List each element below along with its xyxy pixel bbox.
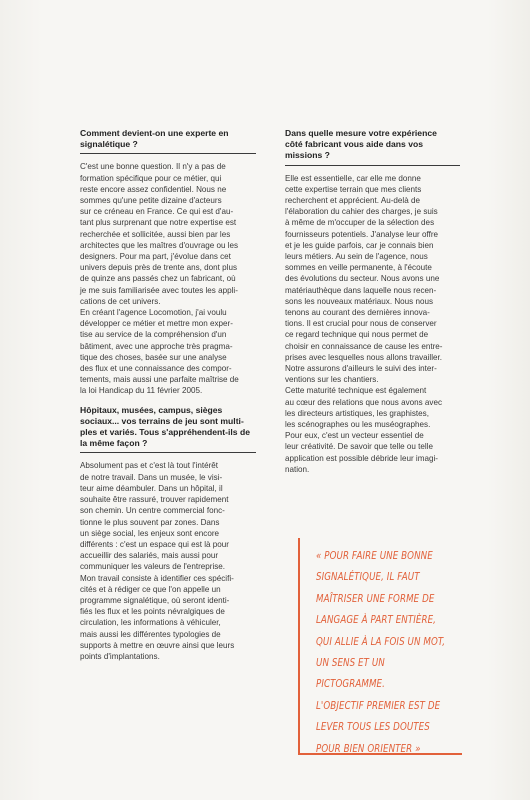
divider-rule — [80, 153, 256, 154]
answer-paragraph: Absolument pas et c'est là tout l'intérêt de notre travail. Dans un musée, le visi- teur aime déambuler. Dans un hôpital, il souhaite être rassuré, trouver rapidement son chemin. Un centre commercial fonc- tionne le plus souvent par zones. Dans un siège social, les enjeux sont encore différents : c'est un espace qui est là pour accueillir des salariés, mais aussi pour communiquer les valeurs de l'entreprise. Mon travail consiste à identifier ces spécifi- cités et à rédiger ce que l'on appelle un programme signalétique, où seront identi- fiés les flux et les points névralgiques de circulation, les informations à véhiculer, mais aussi les différentes typologies de supports à mettre en œuvre ainsi que leurs points d'implantations. — [80, 461, 235, 661]
pull-quote-text: « POUR FAIRE UNE BONNE SIGNALÉTIQUE, IL FAUT MAÎTRISER UNE FORME DE LANGAGE À PART ENTIÈRE, QUI ALLIE À LA FOIS UN MOT, UN SENS ET UN PICTOGRAMME. L'OBJECTIF PREMIER EST DE LEVER TOUS LES DOUTES POUR BIEN ORIENTER » — [316, 550, 446, 755]
question-text: Hôpitaux, musées, campus, sièges sociaux... vos terrains de jeu sont multi- ples et variés. Tous s'appréhendent-ils de la même façon ? — [80, 404, 250, 449]
right-column — [285, 128, 460, 475]
question-text: Comment devient-on une experte en signalétique ? — [80, 128, 229, 150]
question-heading — [80, 128, 256, 150]
question-heading — [285, 128, 460, 162]
question-text: Dans quelle mesure votre expérience côté fabricant vous aide dans vos missions ? — [285, 128, 437, 161]
answer-paragraph: Elle est essentielle, car elle me donne cette expertise terrain que mes clients recherchent et apprécient. Au-delà de l'élaboration du cahier des charges, je suis à même de m'occuper de la sélection des fournisseurs potentiels. J'analyse leur offre et je les guide parfois, car je connais bien leurs métiers. Au sein de l'agence, nous sommes en veille permanente, à l'écoute des évolutions du secteur. Nous avons une matériauthèque dans laquelle nous recen- sons les nouveaux matériaux. Nous nous tenons au courant des dernières innova- tions. Il est crucial pour nous de conserver ce regard technique qui nous permet de choisir en connaissance de cause les entre- prises avec lesquelles nous allons travailler. Notre assurons d'ailleurs le suivi des inter- ventions sur les chantiers. Cette maturité technique est également au cœur des relations que nous avons avec les directeurs artistiques, les graphistes, les scénographes ou les muséographes. Pour eux, c'est un vecteur essentiel de leur créativité. De savoir que telle ou telle application est possible débride leur imagi- nation. — [285, 173, 443, 474]
divider-rule — [80, 452, 256, 453]
divider-rule — [285, 165, 460, 166]
question-heading — [80, 405, 256, 450]
answer-paragraph: C'est une bonne question. Il n'y a pas de formation spécifique pour ce métier, qui reste encore assez confidentiel. Nous ne sommes qu'une petite dizaine d'acteurs sur ce créneau en France. Ce qui est d'au- tant plus surprenant que notre expertise est recherchée et sollicitée, aussi bien par les architectes que les maîtres d'ouvrage ou les designers. Pour ma part, j'évolue dans cet univers depuis près de trente ans, dont plus de quinze ans passés chez un fabricant, où je me suis familiarisée avec toutes les appli- cations de cet univers. En créant l'agence Locomotion, j'ai voulu développer ce métier et mettre mon exper- tise au service de la compréhension d'un bâtiment, avec une approche très pragma- tique des choses, basée sur une analyse des flux et une connaissance des compor- tements, mais aussi une parfaite maîtrise de la loi Handicap du 11 février 2005. — [80, 162, 239, 396]
left-column — [80, 128, 256, 662]
